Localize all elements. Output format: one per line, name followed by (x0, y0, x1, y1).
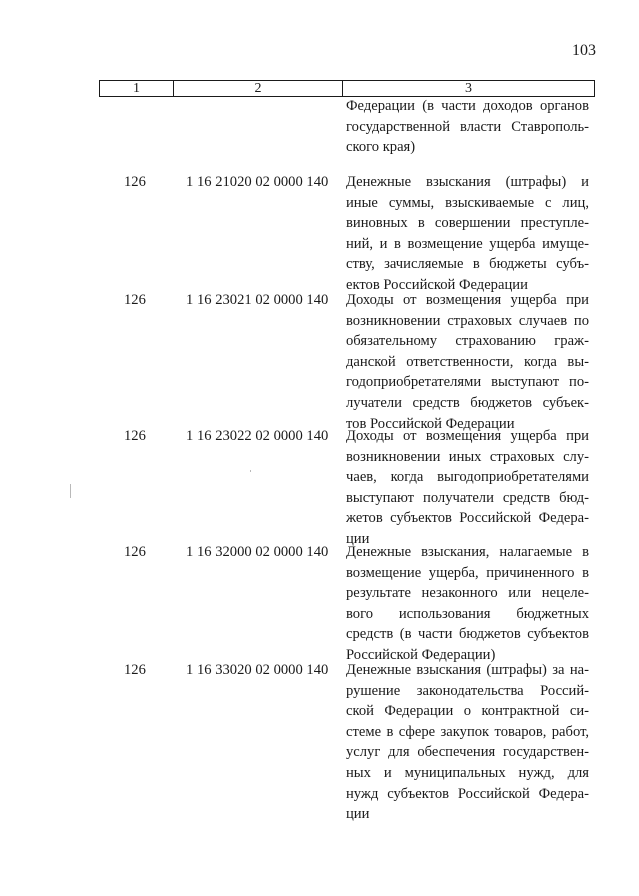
description-line: Доходы от возмещения ущерба при (346, 292, 589, 308)
table-header-col-1: 1 (100, 81, 174, 96)
description-line: виновных в совершении преступле- (346, 215, 589, 232)
continuation-line: Федерации (в части доходов органов (346, 98, 589, 114)
continuation-text (346, 96, 589, 158)
description-line: чаев, когда выгодоприобретателями (346, 469, 589, 486)
admin-code: 126 (124, 544, 146, 560)
description-line: Российской Федерации) (346, 646, 496, 663)
description-line: нужд субъектов Российской Федера- (346, 785, 589, 802)
description-line: Денежные взыскания, налагаемые в (346, 544, 589, 560)
scan-artifact (250, 470, 251, 472)
income-description (346, 290, 589, 434)
table-header-col-2: 2 (174, 81, 343, 96)
continuation-line: государственной власти Ставрополь- (346, 118, 589, 135)
description-line: обязательному страхованию граж- (346, 333, 589, 350)
table-header (99, 80, 595, 97)
description-line: вого использования бюджетных (346, 605, 589, 622)
description-line: возникновении иных страховых слу- (346, 448, 589, 465)
description-line: ний, и в возмещение ущерба имуще- (346, 235, 589, 252)
description-line: тов Российской Федерации (346, 415, 515, 432)
admin-code: 126 (124, 428, 146, 444)
table-header-col-3: 3 (465, 81, 472, 96)
continuation-line: ского края) (346, 139, 416, 156)
description-line: годоприобретателями выступают по- (346, 374, 589, 391)
budget-code: 1 16 23021 02 0000 140 (186, 292, 329, 308)
budget-code: 1 16 32000 02 0000 140 (186, 544, 329, 560)
budget-code: 1 16 21020 02 0000 140 (186, 174, 329, 190)
income-description (346, 172, 589, 296)
income-description (346, 542, 589, 666)
description-line: ных и муниципальных нужд, для (346, 764, 589, 781)
budget-code: 1 16 23022 02 0000 140 (186, 428, 329, 444)
description-line: выступают получатели средств бюд- (346, 489, 589, 506)
description-line: ству, зачисляемые в бюджеты субъ- (346, 256, 589, 273)
description-line: иные суммы, взыскиваемые с лиц, (346, 194, 589, 211)
description-line: возмещение ущерба, причиненного в (346, 564, 589, 581)
description-line: жетов субъектов Российской Федера- (346, 510, 589, 527)
admin-code: 126 (124, 292, 146, 308)
description-line: услуг для обеспечения государствен- (346, 744, 589, 761)
income-description (346, 426, 589, 550)
description-line: Денежные взыскания (штрафы) и (346, 174, 589, 190)
income-description (346, 660, 589, 825)
description-line: лучатели средств бюджетов субъек- (346, 394, 589, 411)
description-line: ектов Российской Федерации (346, 276, 528, 293)
description-line: ции (346, 806, 370, 823)
description-line: ской Федерации о контрактной си- (346, 703, 589, 720)
description-line: ции (346, 530, 370, 547)
admin-code: 126 (124, 662, 146, 678)
budget-code: 1 16 33020 02 0000 140 (186, 662, 329, 678)
description-line: возникновении страховых случаев по (346, 312, 589, 329)
scan-artifact (70, 484, 71, 498)
description-line: Денежные взыскания (штрафы) за на- (346, 662, 589, 678)
description-line: стеме в сфере закупок товаров, работ, (346, 723, 589, 740)
description-line: данской ответственности, когда вы- (346, 353, 589, 370)
description-line: Доходы от возмещения ущерба при (346, 428, 589, 444)
admin-code: 126 (124, 174, 146, 190)
description-line: рушение законодательства Россий- (346, 682, 589, 699)
description-line: результате незаконного или нецеле- (346, 585, 589, 602)
description-line: средств (в части бюджетов субъектов (346, 626, 589, 643)
page-number: 103 (572, 42, 596, 59)
